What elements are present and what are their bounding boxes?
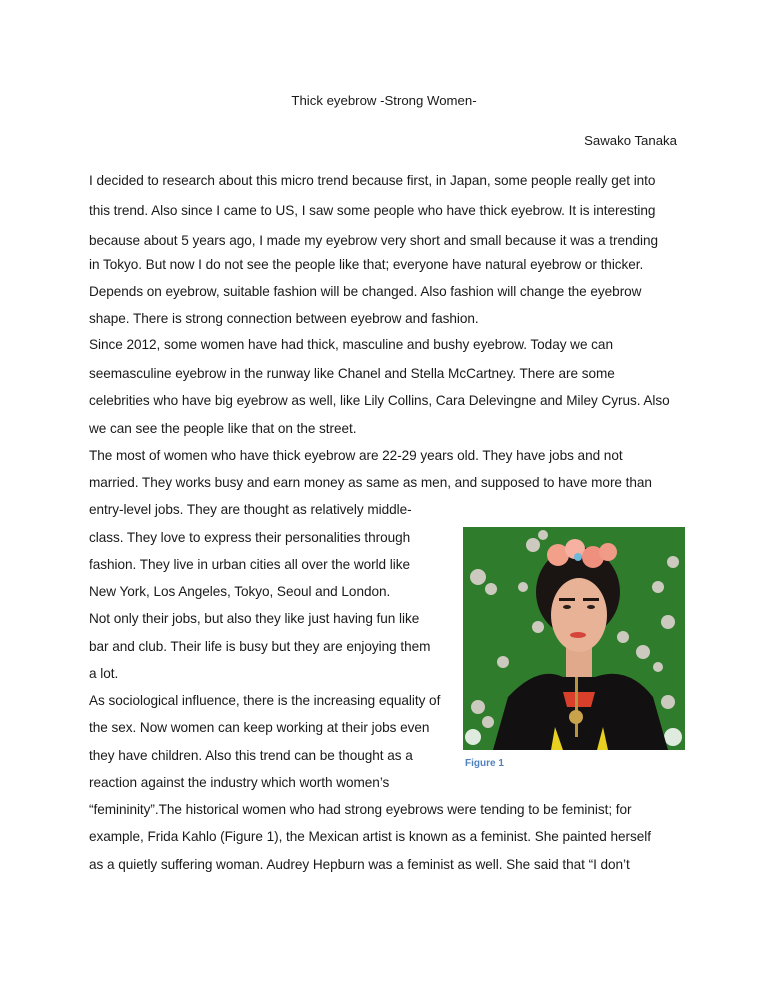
- body-line: married. They works busy and earn money as same as men, and supposed to have more than: [89, 475, 652, 490]
- body-line: As sociological influence, there is the increasing equality of: [89, 693, 441, 708]
- body-line: we can see the people like that on the street.: [89, 421, 357, 436]
- body-line: the sex. Now women can keep working at their jobs even: [89, 720, 430, 735]
- body-line: New York, Los Angeles, Tokyo, Seoul and London.: [89, 584, 391, 599]
- body-line: they have children. Also this trend can be thought as a: [89, 748, 413, 763]
- body-line: bar and club. Their life is busy but they are enjoying them: [89, 639, 431, 654]
- body-line: shape. There is strong connection between eyebrow and fashion.: [89, 311, 479, 326]
- body-line: example, Frida Kahlo (Figure 1), the Mexican artist is known as a feminist. She painted herself: [89, 829, 651, 844]
- portrait-figure-image: [463, 527, 685, 750]
- body-line: “femininity”.The historical women who had strong eyebrows were tending to be feminist; for: [89, 802, 632, 817]
- document-title: Thick eyebrow -Strong Women-: [291, 93, 477, 108]
- body-line: in Tokyo. But now I do not see the people like that; everyone have natural eyebrow or thicker.: [89, 257, 644, 272]
- body-line: Since 2012, some women have had thick, masculine and bushy eyebrow. Today we can: [89, 337, 613, 352]
- author-name: Sawako Tanaka: [584, 133, 677, 148]
- body-line: Depends on eyebrow, suitable fashion will be changed. Also fashion will change the eyebrow: [89, 284, 642, 299]
- body-line: a lot.: [89, 666, 119, 681]
- body-line: because about 5 years ago, I made my eyebrow very short and small because it was a trending: [89, 233, 658, 248]
- body-line: fashion. They live in urban cities all over the world like: [89, 557, 410, 572]
- figure-caption: Figure 1: [465, 758, 504, 769]
- body-line: this trend. Also since I came to US, I saw some people who have thick eyebrow. It is interesting: [89, 203, 656, 218]
- body-line: seemasculine eyebrow in the runway like Chanel and Stella McCartney. There are some: [89, 366, 615, 381]
- body-line: The most of women who have thick eyebrow are 22-29 years old. They have jobs and not: [89, 448, 623, 463]
- body-line: as a quietly suffering woman. Audrey Hepburn was a feminist as well. She said that “I don’t: [89, 857, 630, 872]
- body-line: celebrities who have big eyebrow as well, like Lily Collins, Cara Delevingne and Miley Cyrus. Also: [89, 393, 670, 408]
- body-line: class. They love to express their personalities through: [89, 530, 411, 545]
- body-line: I decided to research about this micro trend because first, in Japan, some people really get into: [89, 173, 656, 188]
- body-line: reaction against the industry which worth women’s: [89, 775, 390, 790]
- body-line: entry-level jobs. They are thought as relatively middle-: [89, 502, 412, 517]
- body-line: Not only their jobs, but also they like just having fun like: [89, 611, 420, 626]
